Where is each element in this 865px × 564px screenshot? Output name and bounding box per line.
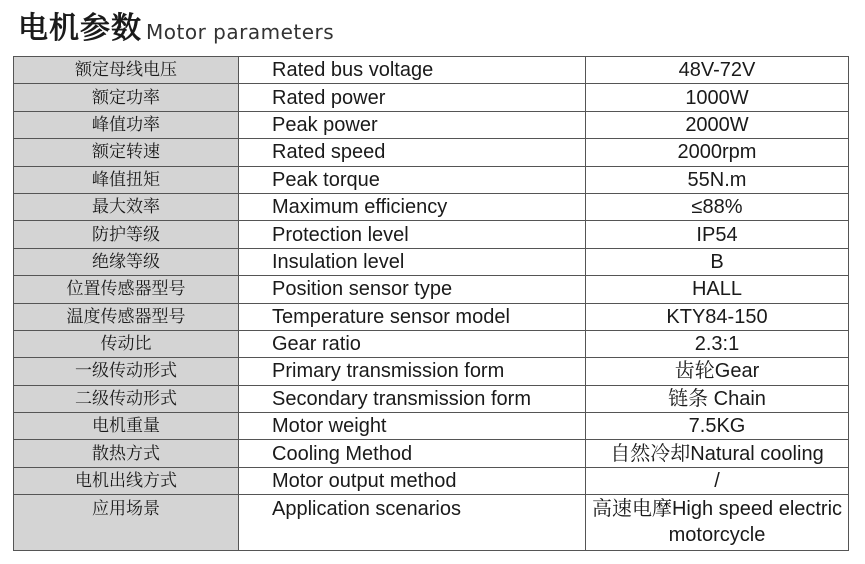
- param-name-en: Primary transmission form: [239, 358, 586, 385]
- param-name-en: Rated power: [239, 84, 586, 111]
- param-value: 7.5KG: [586, 413, 849, 440]
- param-name-cn: 二级传动形式: [14, 385, 239, 412]
- param-name-en: Motor output method: [239, 467, 586, 494]
- param-name-cn: 峰值扭矩: [14, 166, 239, 193]
- table-row: [14, 385, 849, 412]
- param-value: /: [586, 467, 849, 494]
- param-name-cn: 一级传动形式: [14, 358, 239, 385]
- param-value: 2000W: [586, 111, 849, 138]
- param-name-en: Peak torque: [239, 166, 586, 193]
- table-row: [14, 495, 849, 551]
- param-name-en: Secondary transmission form: [239, 385, 586, 412]
- param-value: IP54: [586, 221, 849, 248]
- param-value: 48V-72V: [586, 57, 849, 84]
- param-value: 高速电摩High speed electric motorcycle: [586, 495, 849, 551]
- param-name-cn: 额定转速: [14, 139, 239, 166]
- param-value: 55N.m: [586, 166, 849, 193]
- param-name-en: Gear ratio: [239, 330, 586, 357]
- param-name-cn: 绝缘等级: [14, 248, 239, 275]
- title-chinese: 电机参数: [18, 11, 142, 46]
- table-row: [14, 139, 849, 166]
- param-name-en: Rated bus voltage: [239, 57, 586, 84]
- param-name-cn: 额定母线电压: [14, 57, 239, 84]
- param-value: 2.3:1: [586, 330, 849, 357]
- table-row: [14, 221, 849, 248]
- table-row: [14, 248, 849, 275]
- param-name-en: Protection level: [239, 221, 586, 248]
- param-value: ≤88%: [586, 193, 849, 220]
- param-name-en: Cooling Method: [239, 440, 586, 467]
- table-row: [14, 440, 849, 467]
- table-row: [14, 193, 849, 220]
- table-row: [14, 276, 849, 303]
- param-value: B: [586, 248, 849, 275]
- motor-parameters-table: [13, 56, 849, 551]
- table-row: [14, 111, 849, 138]
- param-name-cn: 位置传感器型号: [14, 276, 239, 303]
- param-value: HALL: [586, 276, 849, 303]
- param-name-cn: 最大效率: [14, 193, 239, 220]
- param-name-en: Insulation level: [239, 248, 586, 275]
- param-value: 1000W: [586, 84, 849, 111]
- param-name-cn: 应用场景: [14, 495, 239, 551]
- param-name-en: Motor weight: [239, 413, 586, 440]
- param-value: 齿轮Gear: [586, 358, 849, 385]
- param-name-en: Rated speed: [239, 139, 586, 166]
- table-row: [14, 303, 849, 330]
- table-row: [14, 166, 849, 193]
- param-name-en: Maximum efficiency: [239, 193, 586, 220]
- param-name-cn: 峰值功率: [14, 111, 239, 138]
- param-name-en: Position sensor type: [239, 276, 586, 303]
- param-value: 2000rpm: [586, 139, 849, 166]
- param-value: 链条 Chain: [586, 385, 849, 412]
- param-name-cn: 电机出线方式: [14, 467, 239, 494]
- param-name-en: Peak power: [239, 111, 586, 138]
- table-row: [14, 467, 849, 494]
- param-name-cn: 防护等级: [14, 221, 239, 248]
- table-row: [14, 57, 849, 84]
- table-row: [14, 413, 849, 440]
- table-row: [14, 358, 849, 385]
- param-name-cn: 散热方式: [14, 440, 239, 467]
- param-name-cn: 电机重量: [14, 413, 239, 440]
- param-value: KTY84-150: [586, 303, 849, 330]
- param-name-cn: 温度传感器型号: [14, 303, 239, 330]
- page-title: [18, 6, 334, 46]
- param-value: 自然冷却Natural cooling: [586, 440, 849, 467]
- param-name-cn: 传动比: [14, 330, 239, 357]
- title-english: Motor parameters: [146, 20, 335, 44]
- param-name-en: Application scenarios: [239, 495, 586, 551]
- table-row: [14, 330, 849, 357]
- param-name-cn: 额定功率: [14, 84, 239, 111]
- table-row: [14, 84, 849, 111]
- param-name-en: Temperature sensor model: [239, 303, 586, 330]
